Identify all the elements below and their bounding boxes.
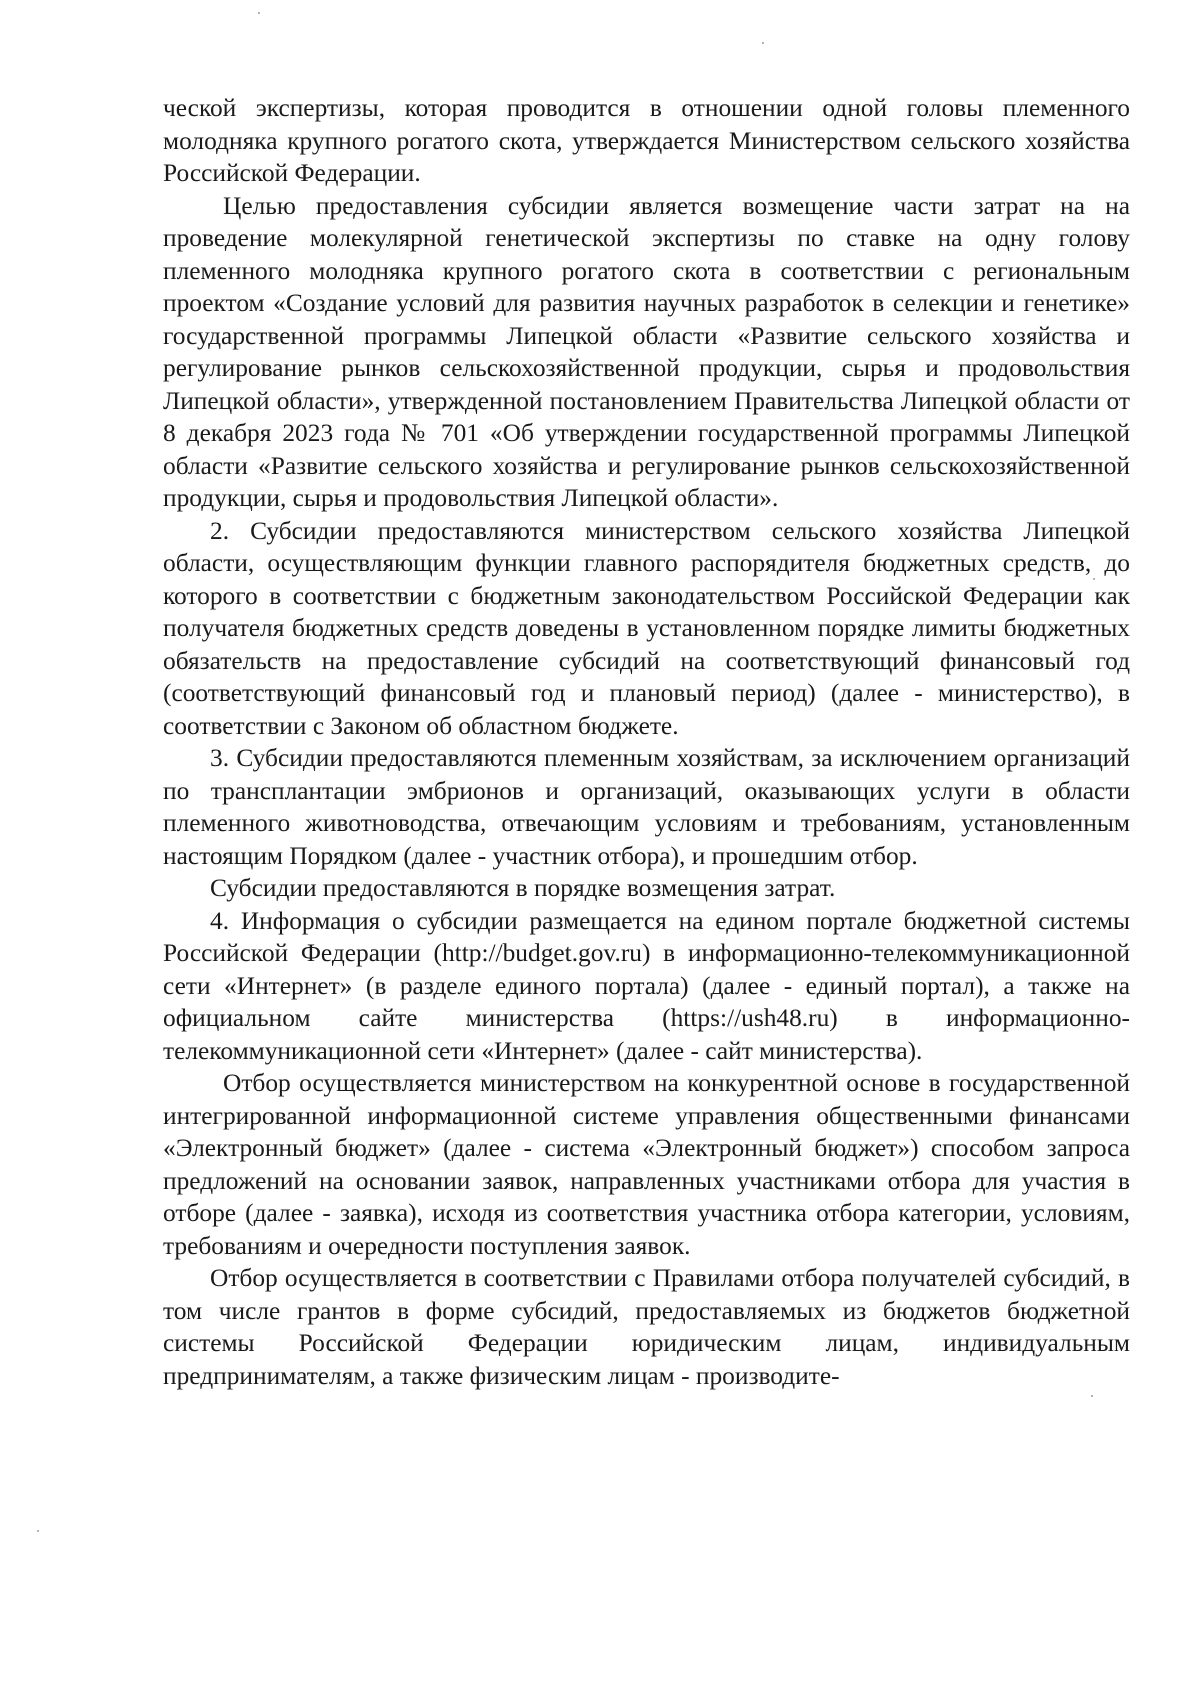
document-body bbox=[163, 92, 1130, 1392]
paragraph-item-3: 3. Субсидии предоставляются племенным хозяйствам, за исключением организаций по трансплантации эмбрионов и организаций, оказывающих услуги в области племенного животноводства, отвечающим условиям и требованиям, установленным настоящим Порядком (далее - участник отбора), и прошедшим отбор. bbox=[163, 744, 1130, 870]
paragraph-item-2: 2. Субсидии предоставляются министерством сельского хозяйства Липецкой области, осуществляющим функции главного распорядителя бюджетных средств, до которого в соответствии с бюджетным законодательством Российской Федерации как получателя бюджетных средств доведены в установленном порядке лимиты бюджетных обязательств на предоставление субсидий на соответствующий финансовый год (соответствующий финансовый год и плановый период) (далее - министерство), в соответствии с Законом об областном бюджете. bbox=[163, 516, 1130, 740]
scan-speck bbox=[258, 12, 260, 14]
scan-speck bbox=[1091, 1395, 1093, 1397]
paragraph-cost-recovery: Субсидии предоставляются в порядке возмещения затрат. bbox=[210, 874, 836, 902]
scan-speck bbox=[762, 42, 764, 44]
paragraph-selection-process: Отбор осуществляется министерством на конкурентной основе в государственной интегрированной информационной системе управления общественными финансами «Электронный бюджет» (далее - система «Электронный бюджет») способом запроса предложений на основании заявок, направленных участниками отбора для участия в отборе (далее - заявка), исходя из соответствия участника отбора категории, условиям, требованиям и очередности поступления заявок. bbox=[163, 1069, 1130, 1260]
paragraph-selection-rules: Отбор осуществляется в соответствии с Правилами отбора получателей субсидий, в том числе грантов в форме субсидий, предоставляемых из бюджетов бюджетной системы Российской Федерации юридическим лицам, индивидуальным предпринимателям, а также физическим лицам - производите- bbox=[163, 1264, 1130, 1390]
paragraph-continuation: ческой экспертизы, которая проводится в отношении одной головы племенного молодняка крупного рогатого скота, утверждается Министерством сельского хозяйства Российской Федерации. bbox=[163, 94, 1130, 187]
paragraph-item-4: 4. Информация о субсидии размещается на едином портале бюджетной системы Российской Федерации (http://budget.gov.ru) в информационно-телекоммуникационной сети «Интернет» (в разделе единого портала) (далее - единый портал), а также на официальном сайте министерства (https://ush48.ru) в информационно-телекоммуникационной сети «Интернет» (далее - сайт министерства). bbox=[163, 906, 1130, 1065]
paragraph-subsidy-purpose: Целью предоставления субсидии является возмещение части затрат на на проведение молекулярной генетической экспертизы по ставке на одну голову племенного молодняка крупного рогатого скота в соответствии с региональным проектом «Создание условий для развития научных разработок в селекции и генетике» государственной программы Липецкой области «Развитие сельского хозяйства и регулирование рынков сельскохозяйственной продукции, сырья и продовольствия Липецкой области», утвержденной постановлением Правительства Липецкой области от 8 декабря 2023 года № 701 «Об утверждении государственной программы Липецкой области «Развитие сельского хозяйства и регулирование рынков сельскохозяйственной продукции, сырья и продовольствия Липецкой области». bbox=[163, 191, 1130, 512]
scan-speck bbox=[37, 1530, 39, 1532]
